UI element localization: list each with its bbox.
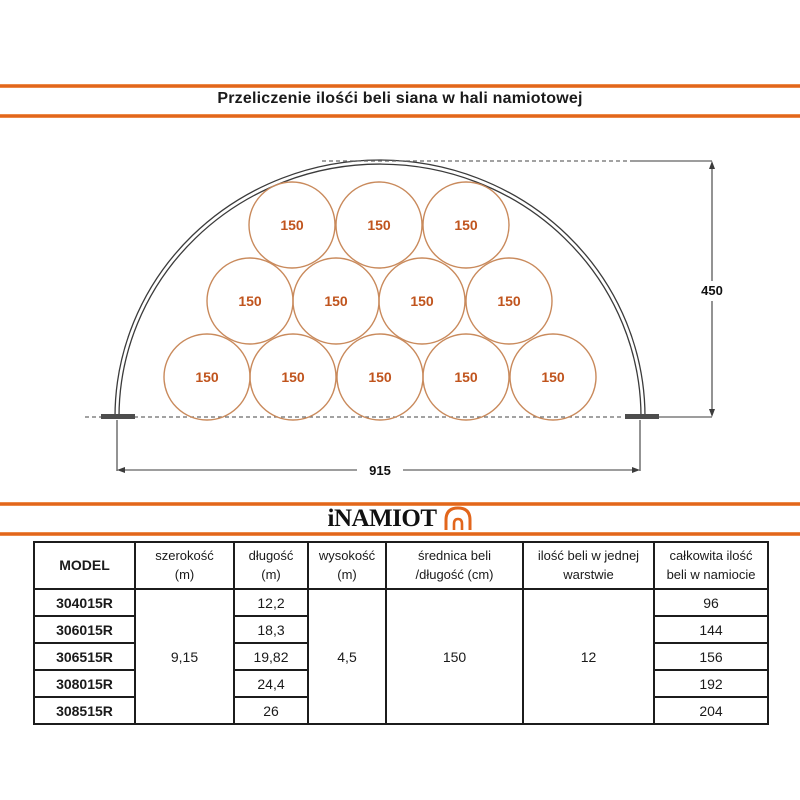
bale-label: 150 [195, 369, 219, 385]
length-cell: 24,4 [234, 670, 308, 697]
bale-label: 150 [238, 293, 262, 309]
logo-wordmark: iNAMIOT [327, 504, 437, 532]
model-cell: 308015R [34, 670, 135, 697]
total-bales-cell: 156 [654, 643, 768, 670]
tent-cross-section-diagram [0, 140, 800, 490]
bale-label: 150 [280, 217, 304, 233]
spec-table-body [34, 589, 768, 724]
bale-label: 150 [454, 369, 478, 385]
spec-table [33, 541, 769, 725]
length-cell: 26 [234, 697, 308, 724]
bale-label: 150 [324, 293, 348, 309]
model-cell: 306515R [34, 643, 135, 670]
length-cell: 18,3 [234, 616, 308, 643]
length-cell: 12,2 [234, 589, 308, 616]
total-bales-cell: 144 [654, 616, 768, 643]
header-row [34, 542, 768, 589]
column-header: całkowita ilość beli w namiocie [654, 542, 768, 589]
tent-arch-icon [443, 505, 473, 531]
logo-bar [0, 506, 800, 530]
column-header: ilość beli w jednej warstwie [523, 542, 654, 589]
bale-label: 150 [368, 369, 392, 385]
width-dim-arrow-right [632, 467, 640, 473]
height-dim-arrow-down [709, 409, 715, 417]
model-cell: 308515R [34, 697, 135, 724]
column-header: MODEL [34, 542, 135, 589]
total-bales-cell: 192 [654, 670, 768, 697]
model-cell: 304015R [34, 589, 135, 616]
total-bales-cell: 204 [654, 697, 768, 724]
left-foot-plate [101, 414, 135, 419]
right-foot-plate [625, 414, 659, 419]
spec-table-head [34, 542, 768, 589]
bale-label: 150 [367, 217, 391, 233]
bale-label: 150 [281, 369, 305, 385]
title-bar-bottom-rule [0, 114, 800, 118]
bale-diameter-cell: 150 [386, 589, 523, 724]
total-bales-cell: 96 [654, 589, 768, 616]
title-bar-top-rule [0, 84, 800, 88]
logo-bar-bottom-rule [0, 532, 800, 536]
column-header: długość (m) [234, 542, 308, 589]
bale-label: 150 [454, 217, 478, 233]
length-cell: 19,82 [234, 643, 308, 670]
model-cell: 306015R [34, 616, 135, 643]
width-dim-arrow-left [117, 467, 125, 473]
bale-label: 150 [541, 369, 565, 385]
bale-label: 150 [410, 293, 434, 309]
bale-label: 150 [497, 293, 521, 309]
bales-per-layer-cell: 12 [523, 589, 654, 724]
height-dim-label: 450 [701, 283, 723, 298]
height-dim-arrow-up [709, 161, 715, 169]
width-dim-label: 915 [369, 463, 391, 478]
column-header: wysokość (m) [308, 542, 386, 589]
column-header: szerokość (m) [135, 542, 234, 589]
table-row [34, 589, 768, 616]
page-title: Przeliczenie ilośći beli siana w hali namiotowej [217, 90, 583, 107]
width-cell: 9,15 [135, 589, 234, 724]
bales-group [164, 182, 596, 420]
column-header: średnica beli /długość (cm) [386, 542, 523, 589]
height-cell: 4,5 [308, 589, 386, 724]
